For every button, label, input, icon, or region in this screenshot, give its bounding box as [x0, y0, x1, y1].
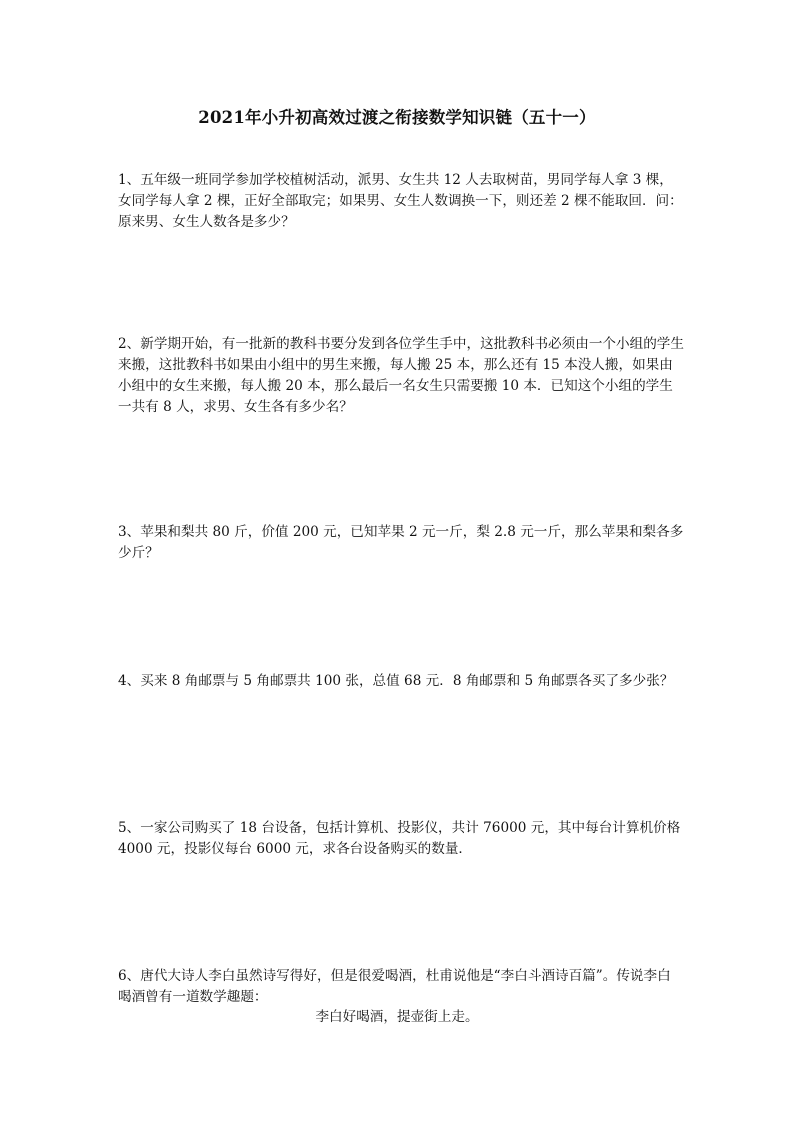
problem-3-text: 3、苹果和梨共 80 斤，价值 200 元，已知苹果 2 元一斤，梨 2.8 元一斤，那么苹果和梨各多少斤？	[118, 524, 684, 561]
problem-5-text: 5、一家公司购买了 18 台设备，包括计算机、投影仪，共计 76000 元，其中每台计算机价格 4000 元，投影仪每台 6000 元，求各台设备购买的数量．	[118, 820, 681, 857]
problem-6	[118, 966, 684, 1008]
problem-4-text: 4、买来 8 角邮票与 5 角邮票共 100 张，总值 68 元．8 角邮票和 5 角邮票各买了多少张？	[118, 673, 674, 689]
problem-2	[118, 334, 684, 418]
problem-2-text: 2、新学期开始，有一批新的教科书要分发到各位学生手中，这批教科书必须由一个小组的学生来搬，这批教科书如果由小组中的男生来搬，每人搬 25 本，那么还有 15 本没人搬，如果由小组中的女生来搬，每人搬 20 本，那么最后一名女生只需要搬 10 本．已知这个小组的学生一共有 8 人，求男、女生各有多少名？	[118, 336, 684, 415]
document-title: 2021年小升初高效过渡之衔接数学知识链（五十一）	[198, 108, 596, 127]
problem-6-text: 6、唐代大诗人李白虽然诗写得好，但是很爱喝酒，杜甫说他是“李白斗酒诗百篇”。传说李白喝酒曾有一道数学趣题：	[118, 968, 671, 1005]
problem-3	[118, 522, 684, 564]
problem-1-text: 1、五年级一班同学参加学校植树活动，派男、女生共 12 人去取树苗，男同学每人拿 3 棵，女同学每人拿 2 棵，正好全部取完；如果男、女生人数调换一下，则还差 2 棵不能取回．问：原来男、女生人数各是多少？	[118, 172, 683, 230]
poem-line: 李白好喝酒，提壶街上走。	[315, 1009, 479, 1025]
problem-5	[118, 818, 684, 860]
problem-1	[118, 170, 684, 233]
problem-4	[118, 671, 684, 692]
